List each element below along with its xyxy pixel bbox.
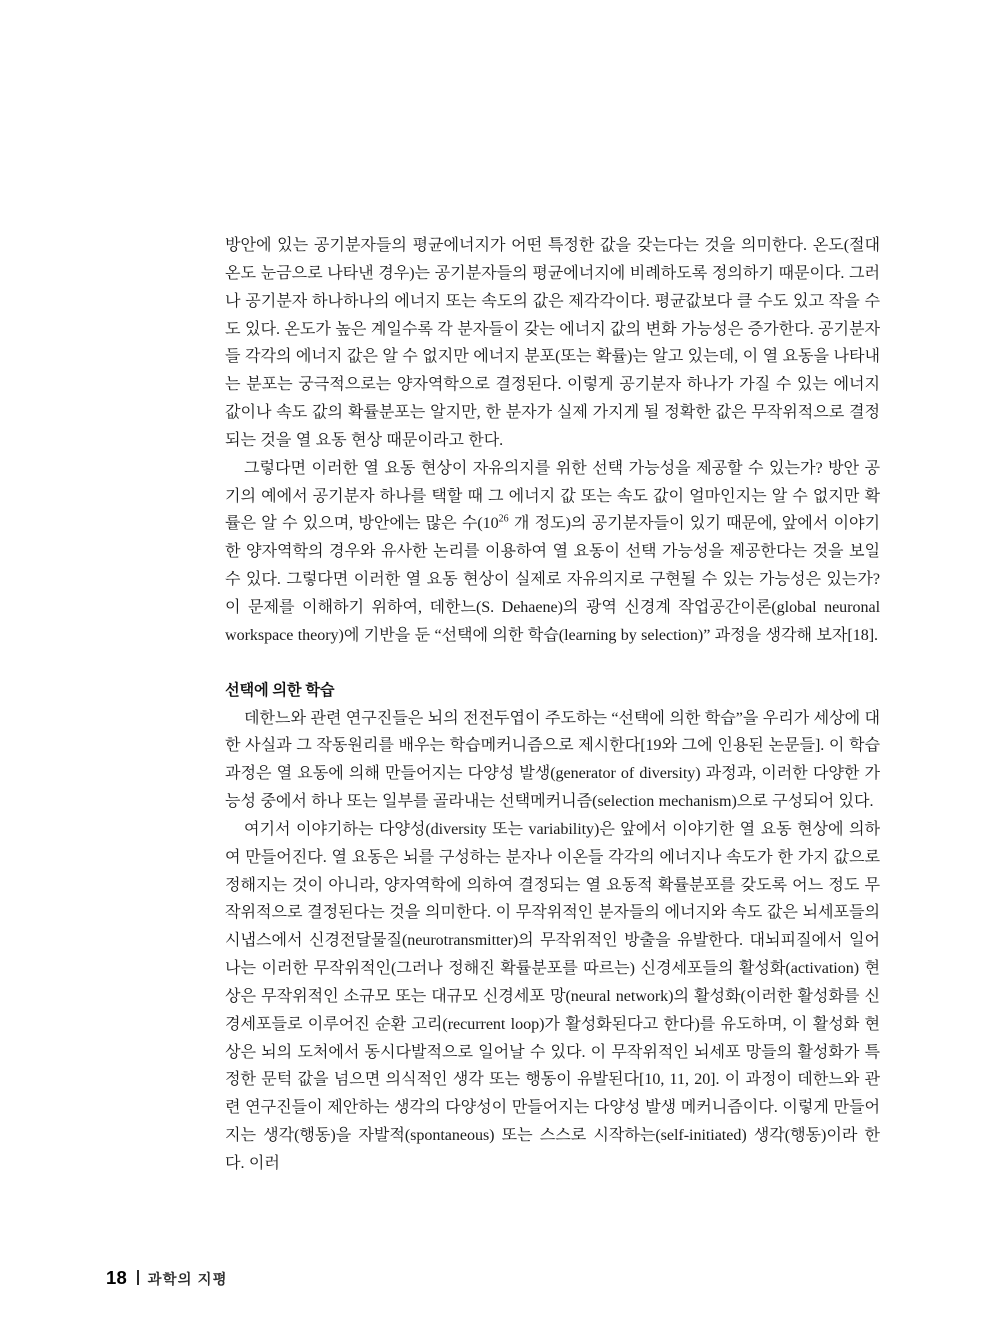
page-number: 18 <box>106 1267 127 1288</box>
text-column <box>225 232 880 1178</box>
paragraph-2-part-a: 그렇다면 이러한 열 요동 현상이 자유의지를 위한 선택 가능성을 제공할 수 있는가? 방안 공기의 예에서 공기분자 하나를 택할 때 그 에너지 값 또는 속도 값이 얼마인지는 알 수 없지만 확률은 알 수 있으며, 방안에는 많은 수(10 <box>225 459 880 533</box>
exponent-26: 26 <box>498 514 509 526</box>
section-heading: 선택에 의한 학습 <box>225 681 335 699</box>
paragraph-1: 방안에 있는 공기분자들의 평균에너지가 어떤 특정한 값을 갖는다는 것을 의미한다. 온도(절대온도 눈금으로 나타낸 경우)는 공기분자들의 평균에너지에 비례하도록 정의하기 때문이다. 그러나 공기분자 하나하나의 에너지 또는 속도의 값은 제각각이다. 평균값보다 클 수도 있고 작을 수도 있다. 온도가 높은 계일수록 각 분자들이 갖는 에너지 값의 변화 가능성은 증가한다. 공기분자들 각각의 에너지 값은 알 수 없지만 에너지 분포(또는 확률)는 알고 있는데, 이 열 요동을 나타내는 분포는 궁극적으로는 양자역학으로 결정된다. 이렇게 공기분자 하나가 가질 수 있는 에너지 값이나 속도 값의 확률분포는 알지만, 한 분자가 실제 가지게 될 정확한 값은 무작위적으로 결정되는 것을 열 요동 현상 때문이라고 한다. <box>225 237 880 449</box>
book-title: 과학의 지평 <box>147 1272 228 1288</box>
paragraph-2-part-b: 개 정도)의 공기분자들이 있기 때문에, 앞에서 이야기한 양자역학의 경우와 유사한 논리를 이용하여 열 요동이 선택 가능성을 제공한다는 것을 보일 수 있다. 그렇다면 이러한 열 요동 현상이 실제로 자유의지로 구현될 수 있는 가능성은 있는가? 이 문제를 이해하기 위하여, 데한느(S. Dehaene)의 광역 신경계 작업공간이론(global neuronal workspace theory)에 기반을 둔 “선택에 의한 학습(learning by selection)” 과정을 생각해 보자[18]. <box>225 515 880 644</box>
paragraph-3: 데한느와 관련 연구진들은 뇌의 전전두엽이 주도하는 “선택에 의한 학습”을 우리가 세상에 대한 사실과 그 작동원리를 배우는 학습메커니즘으로 제시한다[19와 그에 인용된 논문들]. 이 학습 과정은 열 요동에 의해 만들어지는 다양성 발생(generator of diversity) 과정과, 이러한 다양한 가능성 중에서 하나 또는 일부를 골라내는 선택메커니즘(selection mechanism)으로 구성되어 있다. <box>225 709 880 811</box>
paragraph-4: 여기서 이야기하는 다양성(diversity 또는 variability)은 앞에서 이야기한 열 요동 현상에 의하여 만들어진다. 열 요동은 뇌를 구성하는 분자나 이온들 각각의 에너지나 속도가 한 가지 값으로 정해지는 것이 아니라, 양자역학에 의하여 결정되는 열 요동적 확률분포를 갖도록 어느 정도 무작위적으로 결정된다는 것을 의미한다. 이 무작위적인 분자들의 에너지와 속도 값은 뇌세포들의 시냅스에서 신경전달물질(neurotransmitter)의 무작위적인 방출을 유발한다. 대뇌피질에서 일어나는 이러한 무작위적인(그러나 정해진 확률분포를 따르는) 신경세포들의 활성화(activation) 현상은 무작위적인 소규모 또는 대규모 신경세포 망(neural network)의 활성화(이러한 활성화를 신경세포들로 이루어진 순환 고리(recurrent loop)가 활성화된다고 한다)를 유도하며, 이 활성화 현상은 뇌의 도처에서 동시다발적으로 일어날 수 있다. 이 무작위적인 뇌세포 망들의 활성화가 특정한 문턱 값을 넘으면 의식적인 생각 또는 행동이 유발된다[10, 11, 20]. 이 과정이 데한느와 관련 연구진들이 제안하는 생각의 다양성이 만들어지는 다양성 발생 메커니즘이다. 이렇게 만들어지는 생각(행동)을 자발적(spontaneous) 또는 스스로 시작하는(self-initiated) 생각(행동)이라 한다. 이러 <box>225 820 880 1172</box>
footer-divider <box>137 1270 139 1285</box>
paragraph-2 <box>225 455 880 650</box>
page-footer <box>106 1267 228 1289</box>
